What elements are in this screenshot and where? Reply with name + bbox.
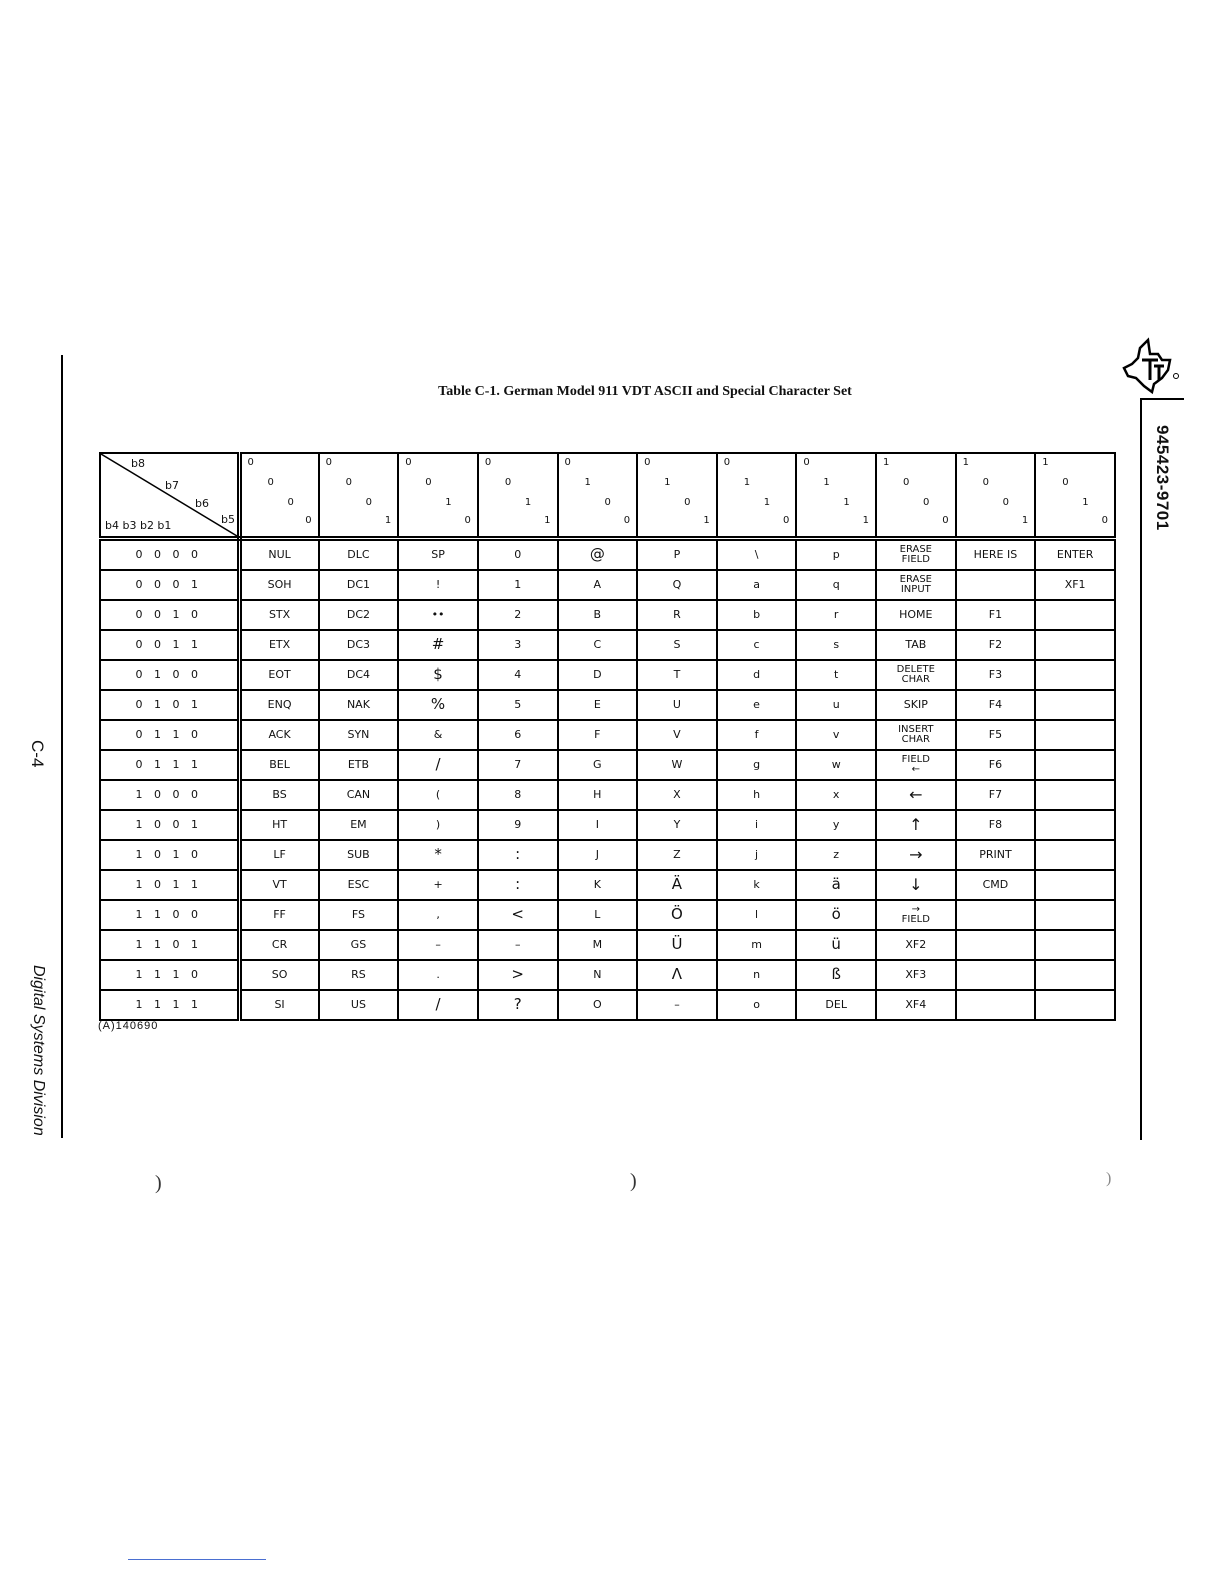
division-name: Digital Systems Division bbox=[30, 965, 47, 1136]
table-cell bbox=[1035, 840, 1115, 870]
column-header bbox=[319, 453, 399, 539]
table-cell bbox=[1035, 720, 1115, 750]
row-bits: 1 1 1 0 bbox=[100, 960, 239, 990]
column-bit: 0 bbox=[1101, 515, 1108, 526]
scan-mark: ) bbox=[155, 1172, 162, 1194]
left-margin-rule bbox=[61, 355, 63, 1138]
right-margin-rule bbox=[1140, 400, 1142, 1140]
table-cell: / bbox=[398, 750, 478, 780]
table-cell: M bbox=[558, 930, 638, 960]
column-header bbox=[558, 453, 638, 539]
column-bit: 1 bbox=[1082, 497, 1089, 508]
table-cell: SO bbox=[239, 960, 319, 990]
column-bit: 0 bbox=[923, 497, 930, 508]
table-cell: FF bbox=[239, 900, 319, 930]
table-cell bbox=[1035, 780, 1115, 810]
row-bits: 0 0 0 1 bbox=[100, 570, 239, 600]
table-cell: ! bbox=[398, 570, 478, 600]
scan-mark: ) bbox=[630, 1170, 637, 1192]
table-cell: 3 bbox=[478, 630, 558, 660]
column-header bbox=[956, 453, 1036, 539]
table-cell: \ bbox=[717, 539, 797, 571]
table-cell: ENQ bbox=[239, 690, 319, 720]
table-cell: Y bbox=[637, 810, 717, 840]
table-cell: v bbox=[796, 720, 876, 750]
table-cell: U bbox=[637, 690, 717, 720]
table-cell: SKIP bbox=[876, 690, 956, 720]
table-cell: m bbox=[717, 930, 797, 960]
table-cell: DC2 bbox=[319, 600, 399, 630]
table-cell: ? bbox=[478, 990, 558, 1020]
table-cell: → bbox=[876, 840, 956, 870]
column-bit: 0 bbox=[982, 477, 989, 488]
table-cell: XF1 bbox=[1035, 570, 1115, 600]
table-cell bbox=[956, 570, 1036, 600]
table-cell: CAN bbox=[319, 780, 399, 810]
table-cell: V bbox=[637, 720, 717, 750]
table-cell: INSERT CHAR bbox=[876, 720, 956, 750]
table-cell: NUL bbox=[239, 539, 319, 571]
scan-mark: ) bbox=[1106, 1170, 1112, 1187]
table-cell: T bbox=[637, 660, 717, 690]
page-number: C-4 bbox=[28, 740, 47, 768]
table-cell: I bbox=[558, 810, 638, 840]
table-cell: – bbox=[398, 930, 478, 960]
table-cell: SOH bbox=[239, 570, 319, 600]
table-cell: R bbox=[637, 600, 717, 630]
table-cell: : bbox=[478, 870, 558, 900]
table-cell: H bbox=[558, 780, 638, 810]
column-header bbox=[1035, 453, 1115, 539]
column-bit: 0 bbox=[405, 457, 412, 468]
table-row bbox=[100, 720, 1115, 750]
column-bit: 1 bbox=[384, 515, 392, 526]
table-cell: < bbox=[478, 900, 558, 930]
table-cell: ACK bbox=[239, 720, 319, 750]
table-row bbox=[100, 539, 1115, 571]
table-cell: % bbox=[398, 690, 478, 720]
table-cell: ETB bbox=[319, 750, 399, 780]
row-bits: 0 0 0 0 bbox=[100, 539, 239, 571]
table-cell: 5 bbox=[478, 690, 558, 720]
column-bit: 1 bbox=[883, 457, 890, 468]
table-cell: E bbox=[558, 690, 638, 720]
column-bit: 0 bbox=[723, 457, 731, 468]
bit-label-b8: b8 bbox=[131, 457, 145, 470]
table-cell bbox=[1035, 990, 1115, 1020]
table-cell: > bbox=[478, 960, 558, 990]
table-row bbox=[100, 840, 1115, 870]
table-cell: B bbox=[558, 600, 638, 630]
column-header bbox=[876, 453, 956, 539]
column-header bbox=[239, 453, 319, 539]
table-cell: / bbox=[398, 990, 478, 1020]
table-cell: VT bbox=[239, 870, 319, 900]
table-row bbox=[100, 930, 1115, 960]
row-bits: 0 1 0 1 bbox=[100, 690, 239, 720]
table-cell: Ö bbox=[637, 900, 717, 930]
table-cell bbox=[1035, 690, 1115, 720]
table-cell: ↑ bbox=[876, 810, 956, 840]
column-bit: 0 bbox=[504, 477, 512, 488]
table-cell: y bbox=[796, 810, 876, 840]
table-row bbox=[100, 600, 1115, 630]
table-cell: •• bbox=[398, 600, 478, 630]
column-header bbox=[637, 453, 717, 539]
table-cell: L bbox=[558, 900, 638, 930]
table-cell: # bbox=[398, 630, 478, 660]
table-cell: A bbox=[558, 570, 638, 600]
column-bit: 0 bbox=[267, 477, 274, 488]
table-cell: t bbox=[796, 660, 876, 690]
table-cell: EM bbox=[319, 810, 399, 840]
document-number: 945423-9701 bbox=[1153, 425, 1172, 531]
table-cell: ü bbox=[796, 930, 876, 960]
column-bit: 0 bbox=[684, 497, 691, 508]
table-cell: W bbox=[637, 750, 717, 780]
table-cell: c bbox=[717, 630, 797, 660]
column-bit: 0 bbox=[345, 477, 352, 488]
table-cell bbox=[956, 900, 1036, 930]
bit-label-b7: b7 bbox=[165, 479, 179, 492]
table-cell: ERASE INPUT bbox=[876, 570, 956, 600]
table-cell: Ü bbox=[637, 930, 717, 960]
table-cell: k bbox=[717, 870, 797, 900]
table-cell: o bbox=[717, 990, 797, 1020]
table-cell: z bbox=[796, 840, 876, 870]
column-bit: 1 bbox=[862, 515, 869, 526]
table-cell: NAK bbox=[319, 690, 399, 720]
table-cell: XF4 bbox=[876, 990, 956, 1020]
bit-legend-corner bbox=[100, 453, 239, 539]
table-cell: DLC bbox=[319, 539, 399, 571]
table-cell: FIELD ← bbox=[876, 750, 956, 780]
table-cell: Z bbox=[637, 840, 717, 870]
table-cell: F7 bbox=[956, 780, 1036, 810]
row-bits: 1 1 0 0 bbox=[100, 900, 239, 930]
row-bits: 1 0 1 1 bbox=[100, 870, 239, 900]
column-header bbox=[796, 453, 876, 539]
table-cell: F1 bbox=[956, 600, 1036, 630]
column-header bbox=[478, 453, 558, 539]
table-cell: X bbox=[637, 780, 717, 810]
row-bits: 0 0 1 1 bbox=[100, 630, 239, 660]
table-cell: ← bbox=[876, 780, 956, 810]
column-bit: 1 bbox=[664, 477, 671, 488]
table-cell: SP bbox=[398, 539, 478, 571]
column-bit: 1 bbox=[763, 497, 771, 508]
table-row bbox=[100, 570, 1115, 600]
table-cell: F8 bbox=[956, 810, 1036, 840]
table-cell: ESC bbox=[319, 870, 399, 900]
table-cell: GS bbox=[319, 930, 399, 960]
row-bits: 1 0 0 0 bbox=[100, 780, 239, 810]
table-cell: → FIELD bbox=[876, 900, 956, 930]
row-bits: 1 1 1 1 bbox=[100, 990, 239, 1020]
row-bits: 1 0 0 1 bbox=[100, 810, 239, 840]
table-cell: 8 bbox=[478, 780, 558, 810]
row-bits: 0 1 0 0 bbox=[100, 660, 239, 690]
figure-reference: (A)140690 bbox=[98, 1020, 159, 1032]
table-row bbox=[100, 750, 1115, 780]
table-cell: DC1 bbox=[319, 570, 399, 600]
table-cell: HERE IS bbox=[956, 539, 1036, 571]
table-cell: g bbox=[717, 750, 797, 780]
table-cell: w bbox=[796, 750, 876, 780]
table-cell: * bbox=[398, 840, 478, 870]
column-bit: 0 bbox=[287, 497, 294, 508]
table-cell: D bbox=[558, 660, 638, 690]
table-cell: LF bbox=[239, 840, 319, 870]
column-bit: 1 bbox=[584, 477, 591, 488]
table-cell: & bbox=[398, 720, 478, 750]
table-cell: Q bbox=[637, 570, 717, 600]
table-cell: d bbox=[717, 660, 797, 690]
column-bit: 1 bbox=[823, 477, 830, 488]
table-cell: ( bbox=[398, 780, 478, 810]
table-cell: ß bbox=[796, 960, 876, 990]
table-row bbox=[100, 810, 1115, 840]
table-cell bbox=[956, 930, 1036, 960]
table-cell: EOT bbox=[239, 660, 319, 690]
table-cell: 7 bbox=[478, 750, 558, 780]
table-cell: ä bbox=[796, 870, 876, 900]
table-cell: s bbox=[796, 630, 876, 660]
column-bit: 0 bbox=[644, 457, 651, 468]
row-bits: 0 1 1 1 bbox=[100, 750, 239, 780]
table-cell: F4 bbox=[956, 690, 1036, 720]
table-cell: O bbox=[558, 990, 638, 1020]
table-cell: , bbox=[398, 900, 478, 930]
column-bit: 0 bbox=[1062, 477, 1069, 488]
table-cell: 4 bbox=[478, 660, 558, 690]
table-cell bbox=[1035, 750, 1115, 780]
bit-label-low: b4 b3 b2 b1 bbox=[105, 519, 172, 532]
column-bit: 1 bbox=[544, 515, 551, 526]
table-cell: r bbox=[796, 600, 876, 630]
table-row bbox=[100, 870, 1115, 900]
table-cell: G bbox=[558, 750, 638, 780]
table-cell: ↓ bbox=[876, 870, 956, 900]
table-cell: S bbox=[637, 630, 717, 660]
table-cell: XF3 bbox=[876, 960, 956, 990]
column-bit: 0 bbox=[365, 497, 372, 508]
scan-underline bbox=[128, 1559, 266, 1560]
table-cell: u bbox=[796, 690, 876, 720]
table-cell: HOME bbox=[876, 600, 956, 630]
table-cell: ERASE FIELD bbox=[876, 539, 956, 571]
column-header bbox=[717, 453, 797, 539]
table-cell: C bbox=[558, 630, 638, 660]
column-bit: 0 bbox=[783, 515, 790, 526]
column-bit: 0 bbox=[623, 515, 631, 526]
table-cell: 9 bbox=[478, 810, 558, 840]
table-cell: HT bbox=[239, 810, 319, 840]
column-bit: 1 bbox=[743, 477, 751, 488]
column-bit: 0 bbox=[604, 497, 611, 508]
table-cell: DEL bbox=[796, 990, 876, 1020]
table-cell bbox=[1035, 930, 1115, 960]
table-cell: F5 bbox=[956, 720, 1036, 750]
table-row bbox=[100, 990, 1115, 1020]
table-cell: $ bbox=[398, 660, 478, 690]
column-bit: 0 bbox=[247, 457, 254, 468]
table-cell: x bbox=[796, 780, 876, 810]
table-cell: 0 bbox=[478, 539, 558, 571]
table-cell bbox=[956, 990, 1036, 1020]
table-cell: ENTER bbox=[1035, 539, 1115, 571]
table-cell: RS bbox=[319, 960, 399, 990]
table-cell: 1 bbox=[478, 570, 558, 600]
bit-label-b5: b5 bbox=[221, 513, 235, 526]
table-cell: q bbox=[796, 570, 876, 600]
table-cell: j bbox=[717, 840, 797, 870]
column-bit: 1 bbox=[962, 457, 969, 468]
table-cell: F3 bbox=[956, 660, 1036, 690]
column-bit: 0 bbox=[325, 457, 332, 468]
column-bit: 0 bbox=[942, 515, 949, 526]
column-bit: 0 bbox=[1002, 497, 1009, 508]
row-bits: 1 0 1 0 bbox=[100, 840, 239, 870]
column-bit: 0 bbox=[803, 457, 810, 468]
table-cell: SI bbox=[239, 990, 319, 1020]
column-bit: 0 bbox=[425, 477, 432, 488]
table-cell: J bbox=[558, 840, 638, 870]
table-row bbox=[100, 630, 1115, 660]
table-cell: – bbox=[637, 990, 717, 1020]
table-row bbox=[100, 660, 1115, 690]
table-cell: – bbox=[478, 930, 558, 960]
table-cell: SUB bbox=[319, 840, 399, 870]
table-cell bbox=[956, 960, 1036, 990]
table-cell bbox=[1035, 900, 1115, 930]
table-cell: DELETE CHAR bbox=[876, 660, 956, 690]
column-bit: 0 bbox=[564, 457, 571, 468]
table-cell: TAB bbox=[876, 630, 956, 660]
table-cell bbox=[1035, 630, 1115, 660]
row-bits: 0 0 1 0 bbox=[100, 600, 239, 630]
column-bit: 1 bbox=[1042, 457, 1049, 468]
row-bits: 1 1 0 1 bbox=[100, 930, 239, 960]
table-cell: @ bbox=[558, 539, 638, 571]
table-cell: e bbox=[717, 690, 797, 720]
table-cell: + bbox=[398, 870, 478, 900]
column-bit: 0 bbox=[484, 457, 492, 468]
table-cell: DC3 bbox=[319, 630, 399, 660]
table-cell: : bbox=[478, 840, 558, 870]
bit-label-b6: b6 bbox=[195, 497, 209, 510]
table-cell: FS bbox=[319, 900, 399, 930]
table-cell: CR bbox=[239, 930, 319, 960]
table-cell: US bbox=[319, 990, 399, 1020]
table-cell: ETX bbox=[239, 630, 319, 660]
column-bit: 1 bbox=[524, 497, 532, 508]
column-bit: 0 bbox=[305, 515, 312, 526]
table-cell: F2 bbox=[956, 630, 1036, 660]
table-cell: f bbox=[717, 720, 797, 750]
table-cell: . bbox=[398, 960, 478, 990]
row-bits: 0 1 1 0 bbox=[100, 720, 239, 750]
table-cell: 2 bbox=[478, 600, 558, 630]
header-row bbox=[100, 453, 1115, 539]
table-cell bbox=[1035, 600, 1115, 630]
table-cell bbox=[1035, 870, 1115, 900]
table-cell: l bbox=[717, 900, 797, 930]
column-bit: 1 bbox=[1021, 515, 1029, 526]
table-cell: STX bbox=[239, 600, 319, 630]
table-cell: b bbox=[717, 600, 797, 630]
table-cell: F bbox=[558, 720, 638, 750]
table-cell: N bbox=[558, 960, 638, 990]
table-cell: p bbox=[796, 539, 876, 571]
table-cell: ö bbox=[796, 900, 876, 930]
table-cell: F6 bbox=[956, 750, 1036, 780]
table-cell: DC4 bbox=[319, 660, 399, 690]
table-cell: CMD bbox=[956, 870, 1036, 900]
column-bit: 1 bbox=[843, 497, 850, 508]
table-cell: K bbox=[558, 870, 638, 900]
table-cell: PRINT bbox=[956, 840, 1036, 870]
table-row bbox=[100, 780, 1115, 810]
table-cell bbox=[1035, 810, 1115, 840]
table-cell: Λ bbox=[637, 960, 717, 990]
table-cell: i bbox=[717, 810, 797, 840]
column-bit: 0 bbox=[464, 515, 471, 526]
table-cell: n bbox=[717, 960, 797, 990]
column-bit: 1 bbox=[703, 515, 710, 526]
table-cell: SYN bbox=[319, 720, 399, 750]
table-row bbox=[100, 690, 1115, 720]
table-cell: XF2 bbox=[876, 930, 956, 960]
character-set-table bbox=[99, 452, 1116, 1021]
table-cell: Ä bbox=[637, 870, 717, 900]
table-cell: h bbox=[717, 780, 797, 810]
table-row bbox=[100, 900, 1115, 930]
column-bit: 1 bbox=[445, 497, 452, 508]
table-cell: BEL bbox=[239, 750, 319, 780]
column-header bbox=[398, 453, 478, 539]
column-bit: 0 bbox=[903, 477, 910, 488]
table-cell bbox=[1035, 960, 1115, 990]
table-cell: P bbox=[637, 539, 717, 571]
table-cell: ) bbox=[398, 810, 478, 840]
table-cell: BS bbox=[239, 780, 319, 810]
table-cell bbox=[1035, 660, 1115, 690]
table-cell: 6 bbox=[478, 720, 558, 750]
table-row bbox=[100, 960, 1115, 990]
table-cell: a bbox=[717, 570, 797, 600]
table-title: Table C-1. German Model 911 VDT ASCII and Special Character Set bbox=[438, 384, 852, 399]
